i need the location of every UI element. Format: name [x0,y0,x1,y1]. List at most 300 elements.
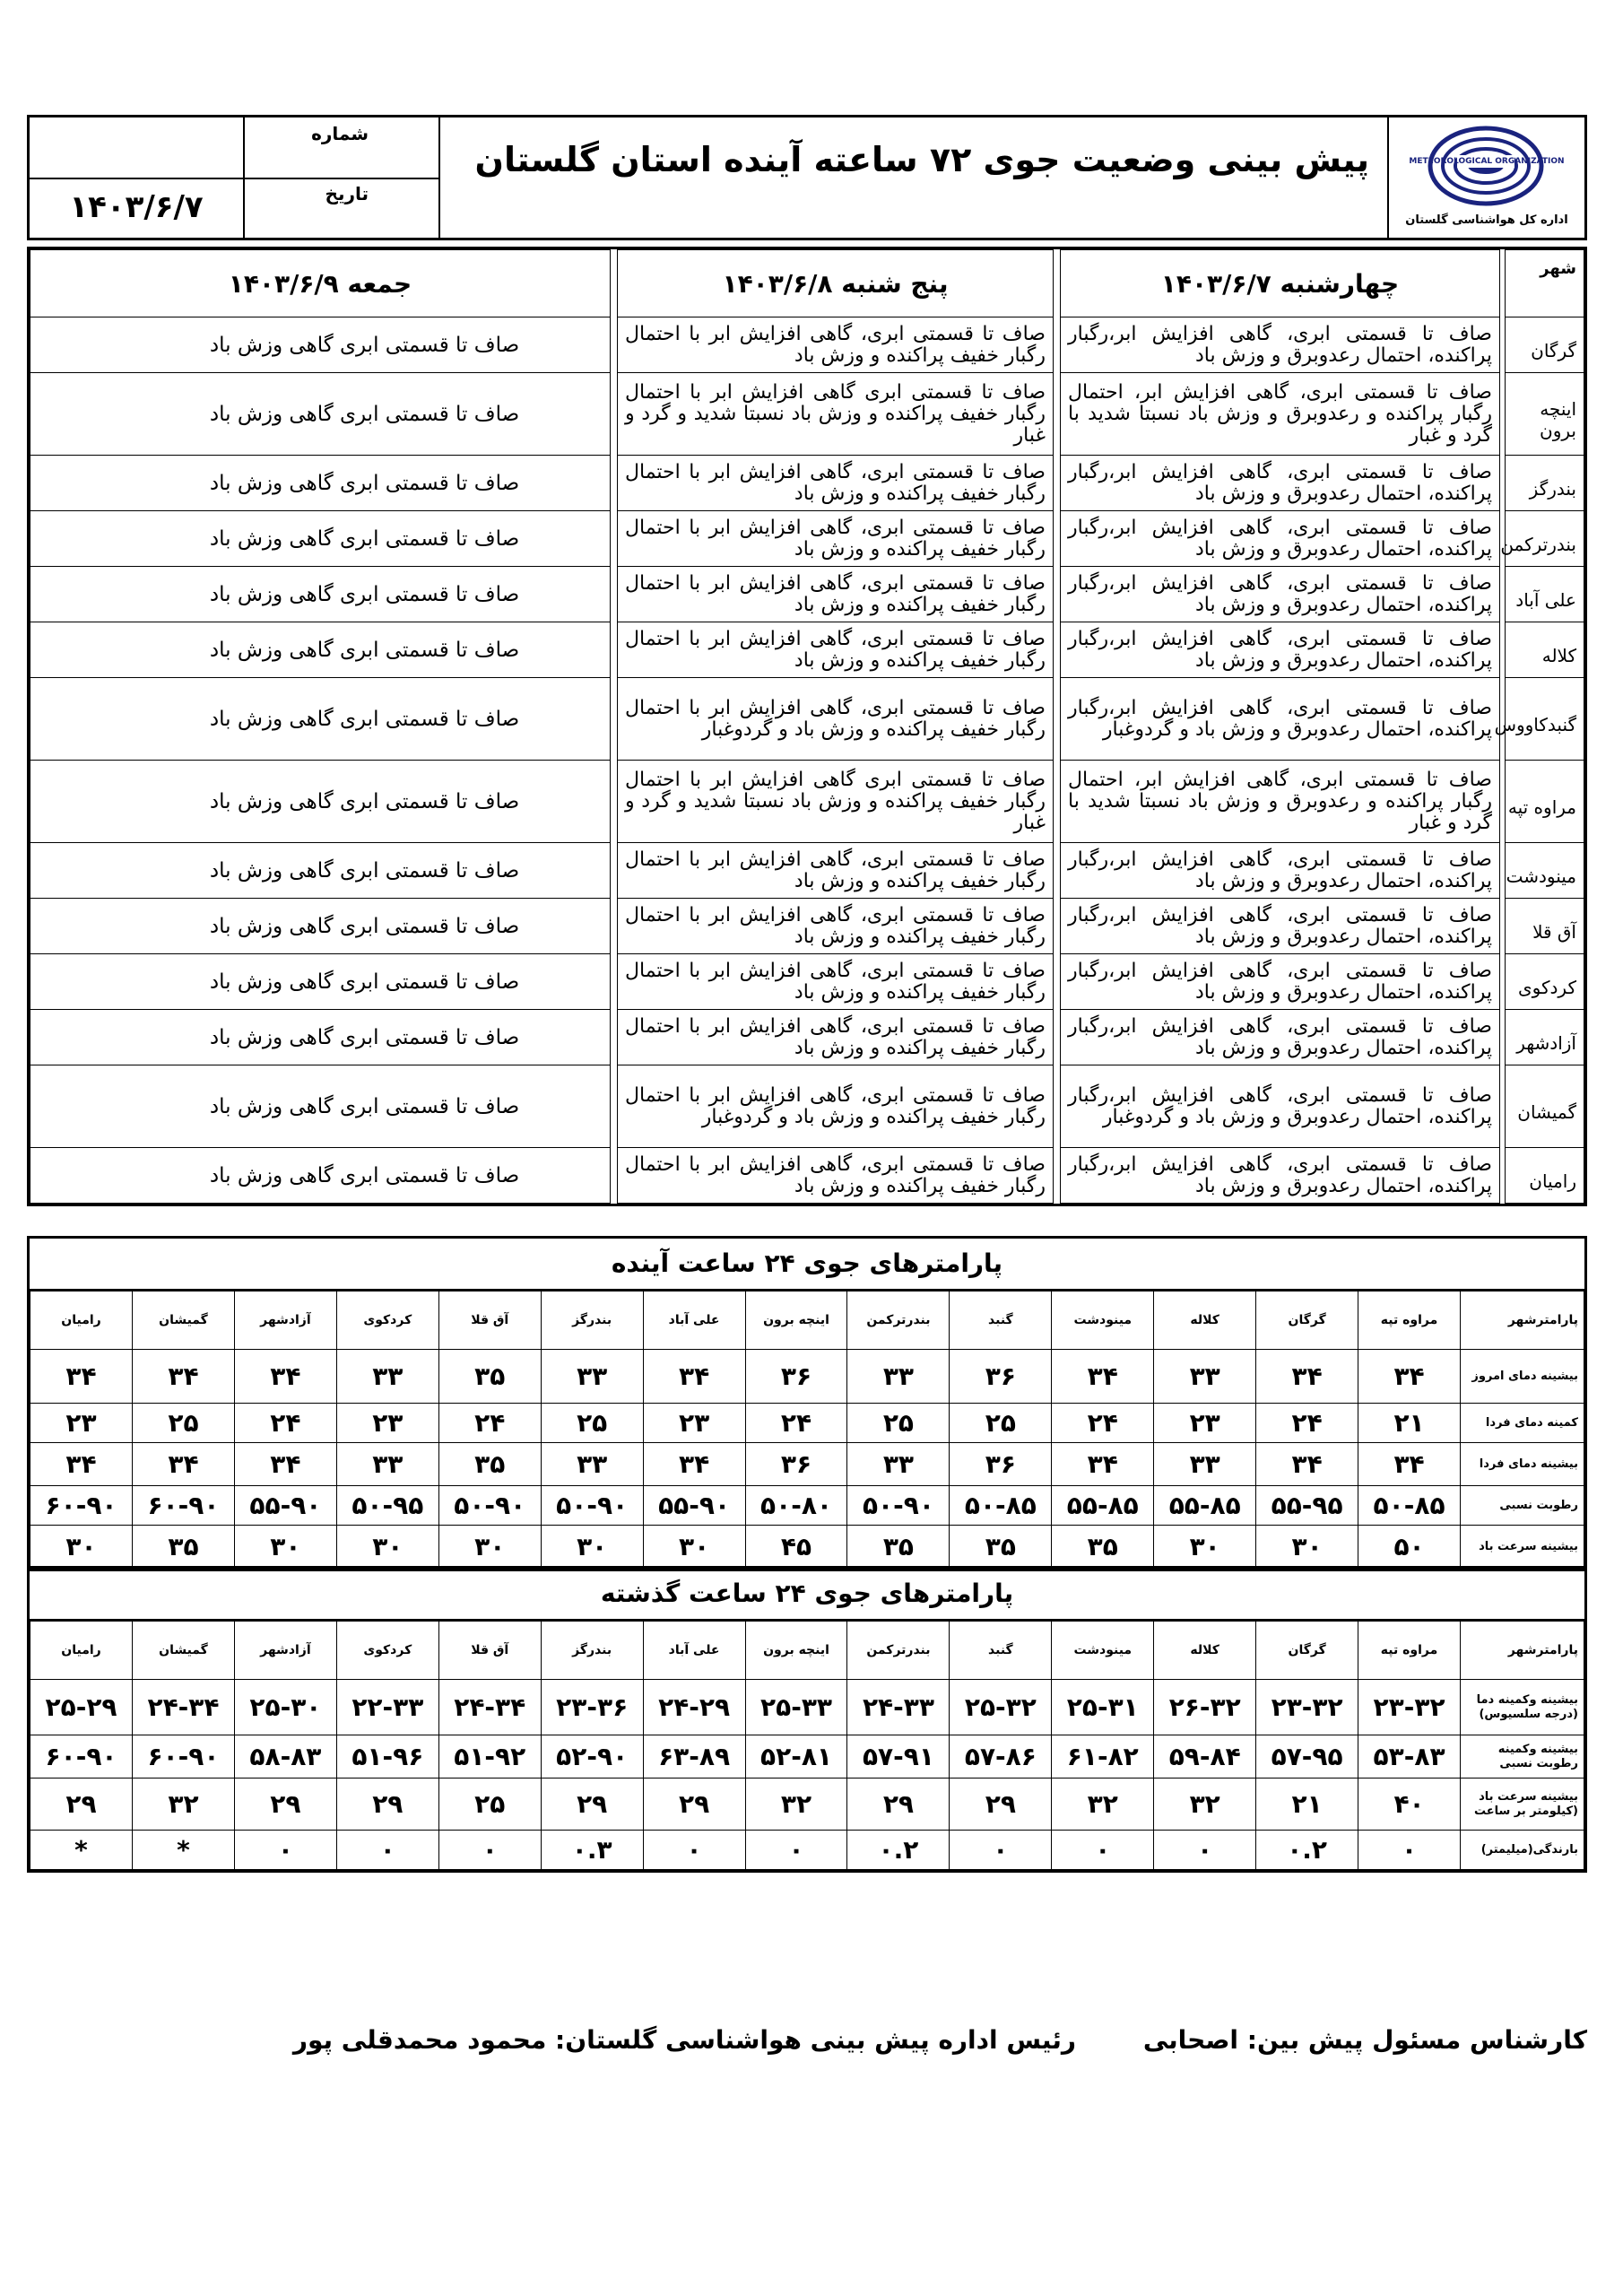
gap [611,1065,618,1148]
day1-forecast: صاف تا قسمتی ابری، گاهی افزایش ابر،رگبار پراکنده، احتمال رعدوبرق و وزش باد و گردوغبار [1061,1065,1500,1148]
param-value: ۳۰ [643,1526,745,1569]
param-value: ۰.۳ [541,1831,643,1870]
param-corner-label: پارامترشهر [1461,1292,1584,1350]
param-value: ۲۹ [234,1779,336,1831]
forecast-document [27,115,1587,2055]
gap [1054,678,1061,761]
forecast-row [30,317,1584,373]
param-value: ۲۵ [133,1404,235,1443]
city-name: آزادشهر [1506,1010,1584,1065]
city-name: بندرگز [1506,456,1584,511]
day2-forecast: صاف تا قسمتی ابری، گاهی افزایش ابر با احتمال رگبار خفیف پراکنده و وزش باد [618,567,1054,622]
day2-forecast: صاف تا قسمتی ابری، گاهی افزایش ابر با احتمال رگبار خفیف پراکنده و وزش باد [618,317,1054,373]
param-value: ۳۲ [1154,1779,1256,1831]
forecast-row [30,1065,1584,1148]
param-value: ۵۰-۹۰ [847,1486,950,1526]
city-name: رامیان [1506,1148,1584,1204]
signature-footer [27,2025,1587,2061]
day-header: جمعه ۱۴۰۳/۶/۹ [30,250,611,317]
day3-forecast: صاف تا قسمتی ابری گاهی وزش باد [30,678,611,761]
param-value: ۲۳-۳۲ [1358,1680,1461,1735]
param-value: ۰ [745,1831,847,1870]
day3-forecast: صاف تا قسمتی ابری گاهی وزش باد [30,1010,611,1065]
next-24h-table [27,1236,1587,1571]
gap [1500,622,1506,678]
param-value: ۲۳ [336,1404,438,1443]
param-city-header: آزادشهر [234,1292,336,1350]
param-value: ۳۶ [745,1350,847,1404]
param-value: ۲۴-۳۴ [438,1680,541,1735]
param-value: ۵۳-۸۳ [1358,1735,1461,1779]
number-label: شماره [311,123,369,144]
param-city-header: مینودشت [1052,1292,1154,1350]
param-value: ۰.۲ [847,1831,950,1870]
param-value: ۳۴ [133,1350,235,1404]
gap [1054,1010,1061,1065]
param-value: ۴۵ [745,1526,847,1569]
param-value: ۵۷-۹۱ [847,1735,950,1779]
param-city-header: اینچه برون [745,1622,847,1680]
day2-forecast: صاف تا قسمتی ابری، گاهی افزایش ابر با احتمال رگبار خفیف پراکنده و وزش باد و گردوغبار [618,1065,1054,1148]
param-value: ۶۰-۹۰ [30,1735,133,1779]
city-name: کلاله [1506,622,1584,678]
day1-forecast: صاف تا قسمتی ابری، گاهی افزایش ابر،رگبار پراکنده، احتمال رعدوبرق و وزش باد [1061,899,1500,954]
city-name: مینودشت [1506,843,1584,899]
param-value: ۵۰-۹۰ [438,1486,541,1526]
forecast-row [30,843,1584,899]
param-value: ۳۵ [438,1443,541,1486]
param-value: ۲۴-۳۴ [133,1680,235,1735]
param-row-label: بیشینه دمای امروز [1461,1350,1584,1404]
day1-forecast: صاف تا قسمتی ابری، گاهی افزایش ابر،رگبار پراکنده، احتمال رعدوبرق و وزش باد [1061,843,1500,899]
param-row-label: بیشینه دمای فردا [1461,1443,1584,1486]
param-value: ۳۳ [847,1350,950,1404]
param-value: ۲۹ [541,1779,643,1831]
param-value: ۳۵ [847,1526,950,1569]
param-value: ۵۱-۹۶ [336,1735,438,1779]
param-city-header: آق قلا [438,1622,541,1680]
day3-forecast: صاف تا قسمتی ابری گاهی وزش باد [30,954,611,1010]
city-name: گمیشان [1506,1065,1584,1148]
param-value: ۵۰-۸۰ [745,1486,847,1526]
param-value: * [30,1831,133,1870]
day1-forecast: صاف تا قسمتی ابری، گاهی افزایش ابر،رگبار پراکنده، احتمال رعدوبرق و وزش باد [1061,317,1500,373]
gap [611,899,618,954]
next-24h-title: پارامترهای جوی ۲۴ ساعت آینده [30,1239,1584,1291]
city-name: مراوه تپه [1506,761,1584,843]
gap [1500,567,1506,622]
param-value: ۵۰-۸۵ [950,1486,1052,1526]
date-value: ۱۴۰۳/۶/۷ [30,178,245,238]
param-value: ۳۴ [1052,1443,1154,1486]
param-value: ۲۳ [1154,1404,1256,1443]
gap [611,317,618,373]
gap [1054,899,1061,954]
param-value: ۵۵-۸۵ [1154,1486,1256,1526]
date-label: تاریخ [325,183,369,204]
day3-forecast: صاف تا قسمتی ابری گاهی وزش باد [30,567,611,622]
gap [1054,456,1061,511]
day3-forecast: صاف تا قسمتی ابری گاهی وزش باد [30,373,611,456]
param-city-header: آق قلا [438,1292,541,1350]
number-row [30,117,438,179]
gap [1500,954,1506,1010]
param-city-header: گرگان [1256,1292,1358,1350]
gap [611,511,618,567]
param-value: ۵۹-۸۴ [1154,1735,1256,1779]
forecast-row [30,899,1584,954]
param-header-row [30,1622,1584,1680]
gap [1500,373,1506,456]
param-value: ۶۰-۹۰ [133,1486,235,1526]
param-value: ۵۰-۹۵ [336,1486,438,1526]
gap [611,843,618,899]
param-city-header: مراوه تپه [1358,1292,1461,1350]
param-value: ۵۸-۸۳ [234,1735,336,1779]
param-value: ۳۵ [950,1526,1052,1569]
forecast-header-row [30,250,1584,317]
param-city-header: گنبد [950,1622,1052,1680]
gap [1500,1010,1506,1065]
date-row [30,178,438,238]
param-city-header: بندرترکمن [847,1292,950,1350]
param-row-label: بیشینه سرعت باد [1461,1526,1584,1569]
param-row [30,1350,1584,1404]
param-city-header: رامیان [30,1292,133,1350]
param-value: ۲۵-۳۰ [234,1680,336,1735]
forecast-row [30,678,1584,761]
city-name: گرگان [1506,317,1584,373]
param-row-label: بیشینه وکمینه دما (درجه سلسیوس) [1461,1680,1584,1735]
document-header [27,115,1587,240]
param-value: ۳۵ [133,1526,235,1569]
param-value: ۰ [336,1831,438,1870]
forecast-row [30,954,1584,1010]
day1-forecast: صاف تا قسمتی ابری، گاهی افزایش ابر، احتمال رگبار پراکنده و رعدوبرق و وزش باد نسبتا شدید با گرد و غبار [1061,373,1500,456]
param-value: ۳۶ [950,1350,1052,1404]
day3-forecast: صاف تا قسمتی ابری گاهی وزش باد [30,317,611,373]
param-value: ۶۳-۸۹ [643,1735,745,1779]
day1-forecast: صاف تا قسمتی ابری، گاهی افزایش ابر،رگبار پراکنده، احتمال رعدوبرق و وزش باد [1061,456,1500,511]
param-value: ۳۴ [643,1350,745,1404]
param-city-header: رامیان [30,1622,133,1680]
city-name: کردکوی [1506,954,1584,1010]
param-row [30,1486,1584,1526]
param-value: ۲۹ [336,1779,438,1831]
forecast-row [30,761,1584,843]
day1-forecast: صاف تا قسمتی ابری، گاهی افزایش ابر،رگبار پراکنده، احتمال رعدوبرق و وزش باد [1061,567,1500,622]
day1-forecast: صاف تا قسمتی ابری، گاهی افزایش ابر،رگبار پراکنده، احتمال رعدوبرق و وزش باد [1061,1148,1500,1204]
param-row-label: بیشینه وکمینه رطوبت نسبی [1461,1735,1584,1779]
param-value: ۲۱ [1256,1779,1358,1831]
param-value: ۲۹ [30,1779,133,1831]
param-value: ۳۰ [234,1526,336,1569]
param-value: ۲۵-۲۹ [30,1680,133,1735]
param-value: ۳۴ [643,1443,745,1486]
param-value: ۲۹ [643,1779,745,1831]
param-value: ۵۲-۹۰ [541,1735,643,1779]
param-value: ۰.۲ [1256,1831,1358,1870]
past-24h-title: پارامترهای جوی ۲۴ ساعت گذشته [30,1569,1584,1621]
param-city-header: گرگان [1256,1622,1358,1680]
organization-name: اداره کل هواشناسی گلستان [1405,213,1568,227]
gap [611,373,618,456]
param-value: ۲۵ [541,1404,643,1443]
gap [1054,843,1061,899]
param-value: ۴۰ [1358,1779,1461,1831]
param-value: ۵۵-۸۵ [1052,1486,1154,1526]
forecast-row [30,622,1584,678]
day2-forecast: صاف تا قسمتی ابری، گاهی افزایش ابر با احتمال رگبار خفیف پراکنده و وزش باد [618,843,1054,899]
param-value: ۳۴ [1358,1443,1461,1486]
param-value: ۲۵ [438,1779,541,1831]
day1-forecast: صاف تا قسمتی ابری، گاهی افزایش ابر،رگبار پراکنده، احتمال رعدوبرق و وزش باد [1061,954,1500,1010]
gap [611,678,618,761]
head-credit: رئیس اداره پیش بینی هواشناسی گلستان: محمود محمدقلی پور [292,2025,1076,2055]
day2-forecast: صاف تا قسمتی ابری گاهی افزایش ابر با احتمال رگبار خفیف پراکنده و وزش باد نسبتا شدید و گرد و غبار [618,373,1054,456]
param-value: ۲۵-۳۳ [745,1680,847,1735]
param-value: ۳۳ [336,1443,438,1486]
gap [611,954,618,1010]
param-value: ۲۵-۳۱ [1052,1680,1154,1735]
param-value: ۲۳ [30,1404,133,1443]
meta-box [30,117,440,238]
param-value: ۳۳ [336,1350,438,1404]
param-value: ۳۶ [950,1443,1052,1486]
day3-forecast: صاف تا قسمتی ابری گاهی وزش باد [30,1148,611,1204]
param-value: ۳۴ [133,1443,235,1486]
day1-forecast: صاف تا قسمتی ابری، گاهی افزایش ابر،رگبار پراکنده، احتمال رعدوبرق و وزش باد [1061,511,1500,567]
param-value: ۰ [1052,1831,1154,1870]
day1-forecast: صاف تا قسمتی ابری، گاهی افزایش ابر، احتمال رگبار پراکنده و رعدوبرق و وزش باد نسبتا شدید با گرد و غبار [1061,761,1500,843]
gap [611,1148,618,1204]
param-value: ۵۷-۸۶ [950,1735,1052,1779]
gap [1054,1065,1061,1148]
param-row [30,1831,1584,1870]
param-row-label: رطوبت نسبی [1461,1486,1584,1526]
day2-forecast: صاف تا قسمتی ابری، گاهی افزایش ابر با احتمال رگبار خفیف پراکنده و وزش باد [618,511,1054,567]
city-name: آق قلا [1506,899,1584,954]
param-value: ۲۱ [1358,1404,1461,1443]
param-row-label: بیشینه سرعت باد (کیلومتر بر ساعت [1461,1779,1584,1831]
day3-forecast: صاف تا قسمتی ابری گاهی وزش باد [30,622,611,678]
param-value: ۳۰ [336,1526,438,1569]
param-value: ۳۲ [133,1779,235,1831]
gap [611,761,618,843]
gap [611,1010,618,1065]
param-value: ۳۰ [30,1526,133,1569]
param-value: ۳۴ [1358,1350,1461,1404]
param-value: ۲۲-۳۳ [336,1680,438,1735]
param-value: ۳۳ [1154,1350,1256,1404]
city-name: بندرترکمن [1506,511,1584,567]
meteorology-logo-icon [1427,125,1545,207]
param-city-header: علی آباد [643,1292,745,1350]
param-city-header: گمیشان [133,1292,235,1350]
param-value: ۳۰ [1256,1526,1358,1569]
gap [611,567,618,622]
gap [1054,511,1061,567]
param-corner-label: پارامترشهر [1461,1622,1584,1680]
param-value: ۲۴ [745,1404,847,1443]
day1-forecast: صاف تا قسمتی ابری، گاهی افزایش ابر،رگبار پراکنده، احتمال رعدوبرق و وزش باد و گردوغبار [1061,678,1500,761]
param-value: ۲۹ [950,1779,1052,1831]
param-value: ۳۰ [438,1526,541,1569]
param-value: ۳۰ [1154,1526,1256,1569]
gap [1500,761,1506,843]
param-value: ۳۶ [745,1443,847,1486]
param-row [30,1526,1584,1569]
day2-forecast: صاف تا قسمتی ابری، گاهی افزایش ابر با احتمال رگبار خفیف پراکنده و وزش باد [618,1148,1054,1204]
param-value: ۳۴ [1256,1350,1358,1404]
param-value: ۳۲ [1052,1779,1154,1831]
param-value: ۰ [950,1831,1052,1870]
forecast-row [30,1148,1584,1204]
city-name: گنبدکاووس [1506,678,1584,761]
param-value: ۳۴ [234,1350,336,1404]
param-value: ۲۴ [1256,1404,1358,1443]
param-value: ۵۵-۹۵ [1256,1486,1358,1526]
param-value: ۵۱-۹۲ [438,1735,541,1779]
param-value: * [133,1831,235,1870]
param-value: ۳۳ [847,1443,950,1486]
param-value: ۵۰-۹۰ [541,1486,643,1526]
param-value: ۳۵ [438,1350,541,1404]
param-value: ۳۵ [1052,1526,1154,1569]
param-value: ۵۷-۹۵ [1256,1735,1358,1779]
param-row [30,1735,1584,1779]
param-value: ۲۵ [847,1404,950,1443]
param-value: ۳۴ [1256,1443,1358,1486]
forecaster-credit: کارشناس مسئول پیش بین: اصحابی [1142,2025,1587,2055]
day2-forecast: صاف تا قسمتی ابری، گاهی افزایش ابر با احتمال رگبار خفیف پراکنده و وزش باد و گردوغبار [618,678,1054,761]
param-city-header: گنبد [950,1292,1052,1350]
gap [1500,1148,1506,1204]
param-value: ۳۴ [1052,1350,1154,1404]
gap [1054,250,1061,317]
param-city-header: کلاله [1154,1622,1256,1680]
param-city-header: آزادشهر [234,1622,336,1680]
param-row [30,1443,1584,1486]
gap [1500,843,1506,899]
param-value: ۳۰ [541,1526,643,1569]
param-value: ۳۲ [745,1779,847,1831]
gap [1054,622,1061,678]
param-value: ۰ [1154,1831,1256,1870]
param-city-header: کردکوی [336,1292,438,1350]
forecast-row [30,456,1584,511]
gap [1054,373,1061,456]
forecast-row [30,567,1584,622]
param-value: ۲۴-۲۹ [643,1680,745,1735]
param-value: ۰ [438,1831,541,1870]
day3-forecast: صاف تا قسمتی ابری گاهی وزش باد [30,899,611,954]
param-value: ۲۵ [950,1404,1052,1443]
gap [1054,954,1061,1010]
param-row [30,1779,1584,1831]
day1-forecast: صاف تا قسمتی ابری، گاهی افزایش ابر،رگبار پراکنده، احتمال رعدوبرق و وزش باد [1061,1010,1500,1065]
day2-forecast: صاف تا قسمتی ابری گاهی افزایش ابر با احتمال رگبار خفیف پراکنده و وزش باد نسبتا شدید و گرد و غبار [618,761,1054,843]
param-value: ۳۳ [541,1350,643,1404]
day2-forecast: صاف تا قسمتی ابری، گاهی افزایش ابر با احتمال رگبار خفیف پراکنده و وزش باد [618,622,1054,678]
day2-forecast: صاف تا قسمتی ابری، گاهی افزایش ابر با احتمال رگبار خفیف پراکنده و وزش باد [618,1010,1054,1065]
gap [1500,899,1506,954]
param-city-header: مینودشت [1052,1622,1154,1680]
param-value: ۲۹ [847,1779,950,1831]
param-value: ۶۰-۹۰ [30,1486,133,1526]
param-city-header: کلاله [1154,1292,1256,1350]
param-value: ۲۴ [1052,1404,1154,1443]
param-city-header: اینچه برون [745,1292,847,1350]
logo-english-text: METEOROLOGICAL ORGANIZATION [1409,157,1565,166]
city-name: اینچه برون [1506,373,1584,456]
param-value: ۵۵-۹۰ [643,1486,745,1526]
param-value: ۳۴ [30,1443,133,1486]
param-value: ۰ [1358,1831,1461,1870]
param-value: ۲۳ [643,1404,745,1443]
day1-forecast: صاف تا قسمتی ابری، گاهی افزایش ابر،رگبار پراکنده، احتمال رعدوبرق و وزش باد [1061,622,1500,678]
day2-forecast: صاف تا قسمتی ابری، گاهی افزایش ابر با احتمال رگبار خفیف پراکنده و وزش باد [618,899,1054,954]
gap [611,456,618,511]
gap [1500,1065,1506,1148]
day3-forecast: صاف تا قسمتی ابری گاهی وزش باد [30,843,611,899]
day-header: چهارشنبه ۱۴۰۳/۶/۷ [1061,250,1500,317]
param-city-header: بندرترکمن [847,1622,950,1680]
param-row-label: کمینه دمای فردا [1461,1404,1584,1443]
gap [1500,250,1506,317]
param-value: ۳۳ [541,1443,643,1486]
forecast-row [30,1010,1584,1065]
param-city-header: مراوه تپه [1358,1622,1461,1680]
gap [1054,567,1061,622]
param-city-header: کردکوی [336,1622,438,1680]
param-value: ۵۰ [1358,1526,1461,1569]
param-value: ۰ [234,1831,336,1870]
day2-forecast: صاف تا قسمتی ابری، گاهی افزایش ابر با احتمال رگبار خفیف پراکنده و وزش باد [618,954,1054,1010]
param-value: ۳۴ [234,1443,336,1486]
day3-forecast: صاف تا قسمتی ابری گاهی وزش باد [30,1065,611,1148]
gap [1500,456,1506,511]
param-value: ۰ [643,1831,745,1870]
param-row [30,1680,1584,1735]
param-value: ۲۳-۳۲ [1256,1680,1358,1735]
day2-forecast: صاف تا قسمتی ابری، گاهی افزایش ابر با احتمال رگبار خفیف پراکنده و وزش باد [618,456,1054,511]
gap [1054,1148,1061,1204]
day3-forecast: صاف تا قسمتی ابری گاهی وزش باد [30,456,611,511]
gap [1054,317,1061,373]
param-header-row [30,1292,1584,1350]
param-row-label: بارندگی(میلیمتر) [1461,1831,1584,1870]
param-value: ۲۳-۳۶ [541,1680,643,1735]
param-value: ۲۴ [438,1404,541,1443]
param-city-header: بندرگز [541,1292,643,1350]
param-value: ۵۵-۹۰ [234,1486,336,1526]
past-24h-table [27,1566,1587,1873]
city-name: علی آباد [1506,567,1584,622]
day-header: پنج شنبه ۱۴۰۳/۶/۸ [618,250,1054,317]
param-city-header: بندرگز [541,1622,643,1680]
forecast-row [30,373,1584,456]
param-value: ۳۳ [1154,1443,1256,1486]
page-title: پیش بینی وضعیت جوی ۷۲ ساعته آینده استان گلستان [474,140,1369,179]
param-value: ۶۱-۸۲ [1052,1735,1154,1779]
day3-forecast: صاف تا قسمتی ابری گاهی وزش باد [30,511,611,567]
param-value: ۲۴-۳۳ [847,1680,950,1735]
param-value: ۲۶-۳۲ [1154,1680,1256,1735]
param-value: ۲۴ [234,1404,336,1443]
forecast-table [27,247,1587,1206]
gap [611,250,618,317]
